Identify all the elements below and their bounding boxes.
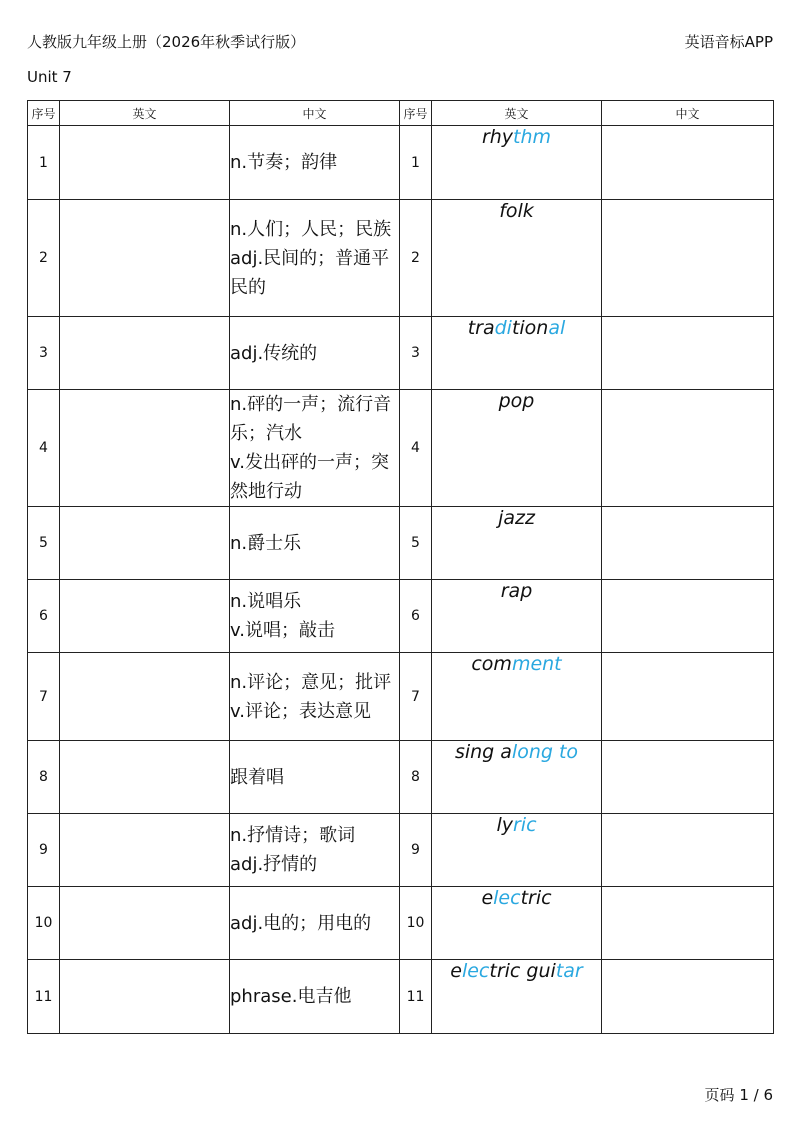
column-header-chinese: 中文 [602,101,774,126]
meaning-line: v.评论；表达意见 [230,700,371,722]
chinese-meaning [230,317,400,390]
english-blank-cell [60,653,230,741]
meaning-line: n.人们；人民；民族 [230,218,392,240]
app-name: 英语音标APP [684,33,773,51]
row-index: 9 [28,814,60,887]
vocabulary-table [27,100,774,1034]
chinese-blank-cell [602,507,774,580]
row-index: 5 [400,507,432,580]
table-row [28,507,774,580]
chinese-blank-cell [602,814,774,887]
syllable-highlight: lec [493,887,521,909]
chinese-meaning [230,741,400,814]
table-row [28,580,774,653]
table-header-row [28,101,774,126]
table-row [28,741,774,814]
column-header-index: 序号 [400,101,432,126]
chinese-blank-cell [602,390,774,507]
english-word [432,200,602,317]
row-index: 10 [28,887,60,960]
chinese-blank-cell [602,887,774,960]
chinese-meaning [230,960,400,1034]
syllable: rap [500,580,533,602]
meaning-line: n.爵士乐 [230,532,302,554]
column-header-index: 序号 [28,101,60,126]
syllable-highlight: al [548,317,566,339]
column-header-chinese: 中文 [230,101,400,126]
document-title: 人教版九年级上册（2026年秋季试行版） [27,33,306,51]
column-header-english: 英文 [60,101,230,126]
chinese-meaning [230,580,400,653]
syllable: tric gui [489,960,556,982]
row-index: 1 [28,126,60,200]
meaning-line: adj.民间的；普通平民的 [230,247,390,298]
english-word [432,507,602,580]
row-index: 3 [28,317,60,390]
english-blank-cell [60,887,230,960]
english-word [432,317,602,390]
chinese-meaning [230,653,400,741]
english-blank-cell [60,200,230,317]
chinese-blank-cell [602,960,774,1034]
row-index: 1 [400,126,432,200]
english-word [432,960,602,1034]
english-blank-cell [60,960,230,1034]
syllable: com [471,653,512,675]
meaning-line: adj.传统的 [230,342,318,364]
chinese-blank-cell [602,200,774,317]
row-index: 10 [400,887,432,960]
syllable-highlight: ric [512,814,537,836]
page-number: 页码 1 / 6 [704,1086,773,1104]
meaning-line: adj.抒情的 [230,854,318,875]
english-blank-cell [60,741,230,814]
english-word [432,126,602,200]
meaning-line: n.说唱乐 [230,591,302,612]
chinese-meaning [230,126,400,200]
syllable-highlight: tar [555,960,583,982]
row-index: 8 [400,741,432,814]
meaning-line: n.砰的一声；流行音乐；汽水 [230,394,392,444]
syllable: sing a [454,741,512,763]
syllable: e [450,960,462,982]
table-row [28,814,774,887]
syllable-highlight: long to [511,741,579,763]
row-index: 6 [400,580,432,653]
meaning-line: v.说唱；敲击 [230,620,335,641]
meaning-line: n.节奏；韵律 [230,152,338,173]
syllable: tion [511,317,549,339]
syllable: tra [467,317,495,339]
meaning-line: v.发出砰的一声；突然地行动 [230,452,389,502]
english-word [432,887,602,960]
english-word [432,653,602,741]
english-blank-cell [60,814,230,887]
chinese-meaning [230,390,400,507]
syllable: tric [520,887,552,909]
chinese-meaning [230,200,400,317]
english-word [432,580,602,653]
row-index: 8 [28,741,60,814]
meaning-line: 跟着唱 [230,766,284,788]
english-word [432,741,602,814]
chinese-meaning [230,507,400,580]
english-blank-cell [60,317,230,390]
row-index: 11 [400,960,432,1034]
row-index: 6 [28,580,60,653]
english-blank-cell [60,126,230,200]
syllable-highlight: lec [461,960,490,982]
chinese-meaning [230,814,400,887]
table-row [28,653,774,741]
table-row [28,390,774,507]
english-word [432,814,602,887]
meaning-line: n.抒情诗；歌词 [230,825,356,846]
syllable-highlight: di [494,317,512,339]
meaning-line: phrase.电吉他 [230,986,352,1007]
unit-label: Unit 7 [27,68,72,86]
column-header-english: 英文 [432,101,602,126]
syllable: pop [498,390,535,412]
chinese-blank-cell [602,317,774,390]
row-index: 7 [28,653,60,741]
table-row [28,317,774,390]
english-blank-cell [60,580,230,653]
row-index: 4 [400,390,432,507]
chinese-blank-cell [602,653,774,741]
english-word [432,390,602,507]
meaning-line: n.评论；意见；批评 [230,671,392,693]
row-index: 7 [400,653,432,741]
syllable-highlight: ment [511,653,562,675]
chinese-blank-cell [602,741,774,814]
table-row [28,200,774,317]
row-index: 11 [28,960,60,1034]
row-index: 5 [28,507,60,580]
table-row [28,960,774,1034]
syllable: rhy [481,126,514,148]
row-index: 2 [400,200,432,317]
syllable-highlight: thm [513,126,552,148]
syllable: jazz [498,507,535,529]
row-index: 2 [28,200,60,317]
english-blank-cell [60,390,230,507]
syllable: e [481,887,494,909]
syllable: folk [499,200,534,222]
row-index: 4 [28,390,60,507]
table-row [28,126,774,200]
chinese-blank-cell [602,126,774,200]
meaning-line: adj.电的；用电的 [230,912,372,934]
row-index: 9 [400,814,432,887]
chinese-meaning [230,887,400,960]
english-blank-cell [60,507,230,580]
syllable: ly [496,814,513,836]
chinese-blank-cell [602,580,774,653]
table-row [28,887,774,960]
row-index: 3 [400,317,432,390]
